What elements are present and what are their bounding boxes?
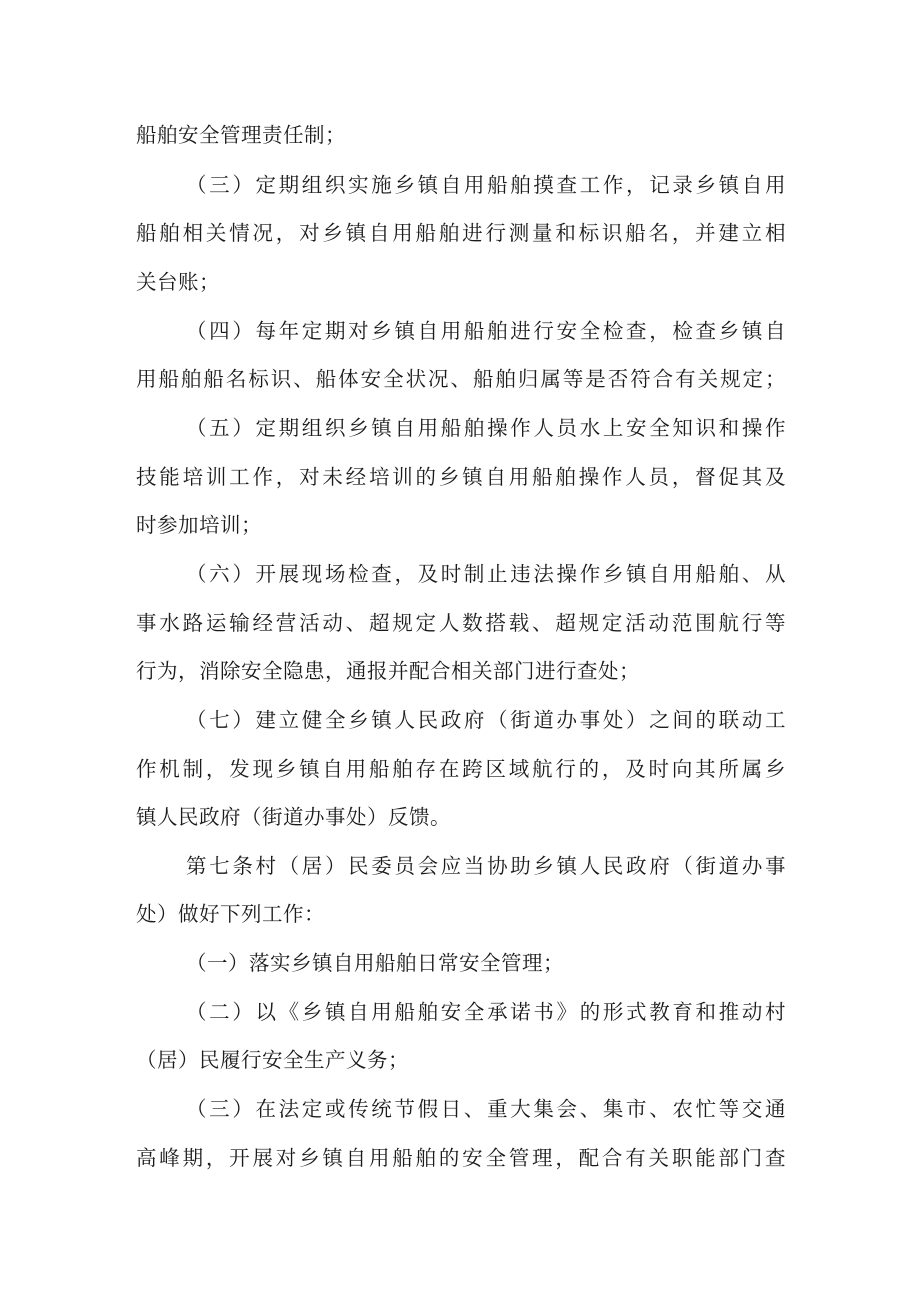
text-line: 处）做好下列工作： — [136, 902, 325, 926]
text-line: （三）定期组织实施乡镇自用船舶摸查工作，记录乡镇自用 — [186, 173, 786, 197]
text-line: （六）开展现场检查，及时制止违法操作乡镇自用船舶、从 — [186, 562, 786, 586]
article-heading-line: 第七条村（居）民委员会应当协助乡镇人民政府（街道办事 — [186, 854, 786, 878]
text-line: 时参加培训； — [136, 513, 262, 537]
text-line: 镇人民政府（街道办事处）反馈。 — [136, 805, 451, 829]
text-line: 船舶相关情况，对乡镇自用船舶进行测量和标识船名，并建立相 — [136, 221, 786, 245]
text-line: 高峰期，开展对乡镇自用船舶的安全管理，配合有关职能部门查 — [136, 1146, 786, 1170]
text-line: （居）民履行安全生产义务； — [136, 1048, 409, 1072]
text-line: 作机制，发现乡镇自用船舶存在跨区域航行的，及时向其所属乡 — [136, 757, 786, 781]
text-line: 船舶安全管理责任制； — [136, 123, 346, 147]
text-line: （二）以《乡镇自用船舶安全承诺书》的形式教育和推动村 — [186, 1000, 786, 1024]
text-line: 关台账； — [136, 270, 220, 294]
text-line: 行为，消除安全隐患，通报并配合相关部门进行查处； — [136, 659, 640, 683]
text-line: （五）定期组织乡镇自用船舶操作人员水上安全知识和操作 — [186, 416, 786, 440]
text-line: 事水路运输经营活动、超规定人数搭载、超规定活动范围航行等 — [136, 611, 786, 635]
text-line: （三）在法定或传统节假日、重大集会、集市、农忙等交通 — [186, 1097, 786, 1121]
text-line: （七）建立健全乡镇人民政府（街道办事处）之间的联动工 — [186, 708, 786, 732]
text-line: 技能培训工作，对未经培训的乡镇自用船舶操作人员，督促其及 — [136, 465, 786, 489]
text-line: （一）落实乡镇自用船舶日常安全管理； — [186, 951, 564, 975]
text-line: （四）每年定期对乡镇自用船舶进行安全检查，检查乡镇自 — [186, 319, 786, 343]
text-line: 用船舶船名标识、船体安全状况、船舶归属等是否符合有关规定； — [136, 367, 786, 391]
